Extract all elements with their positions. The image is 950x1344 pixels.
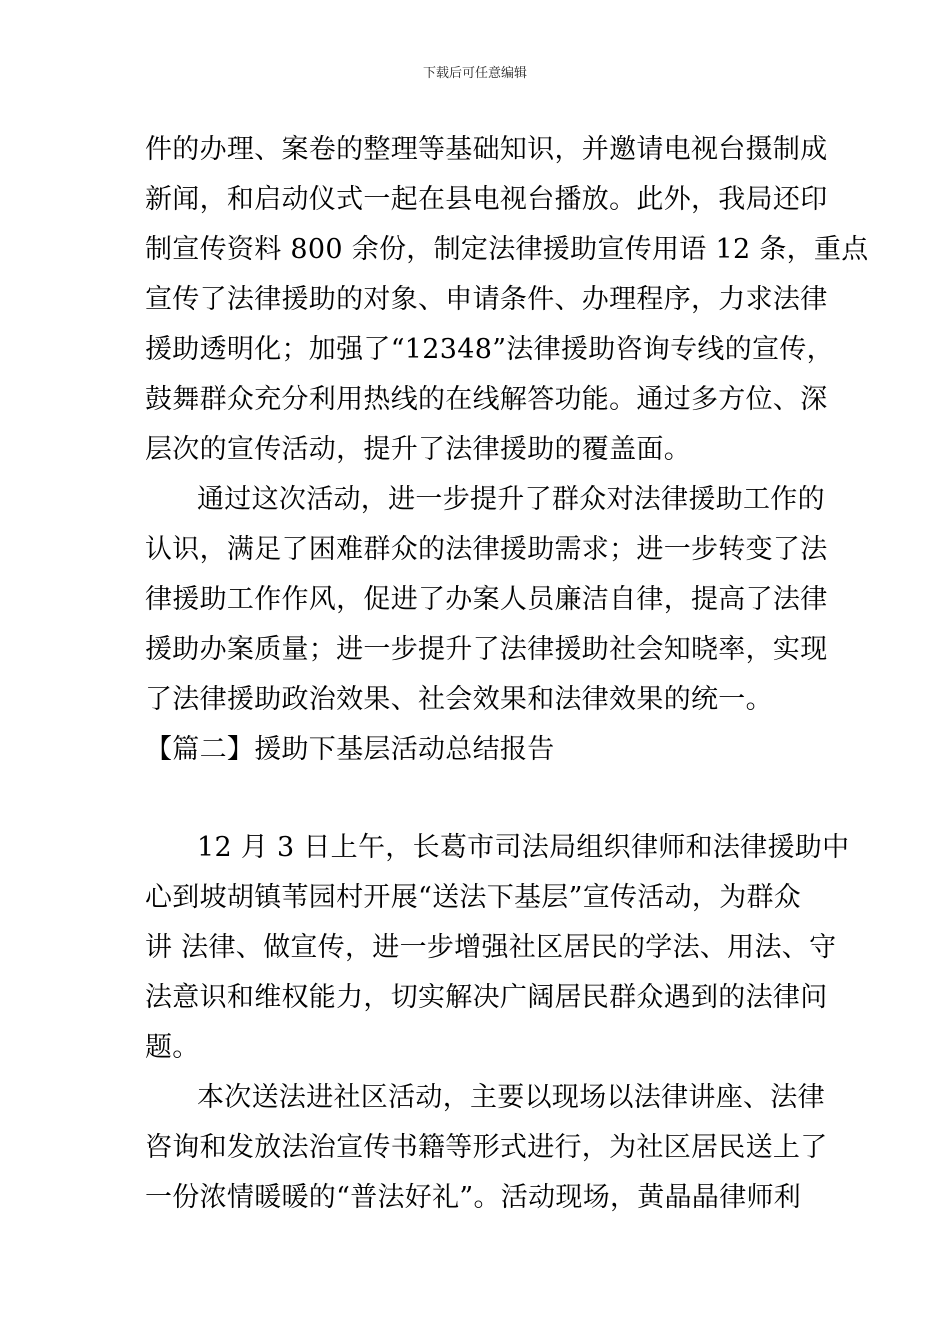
text-line: 咨询和发放法治宣传书籍等形式进行，为社区居民送上了 bbox=[145, 1132, 828, 1163]
text-line: 讲 法律、做宣传，进一步增强社区居民的学法、用法、守 bbox=[145, 932, 837, 963]
text-line: 援助透明化；加强了“12348”法律援助咨询专线的宣传， bbox=[145, 334, 834, 365]
text-line: 鼓舞群众充分利用热线的在线解答功能。通过多方位、深 bbox=[145, 384, 828, 415]
text-line: 律援助工作作风，促进了办案人员廉洁自律，提高了法律 bbox=[145, 584, 828, 615]
text-line: 新闻，和启动仪式一起在县电视台播放。此外，我局还印 bbox=[145, 184, 828, 215]
section-heading: 【篇二】援助下基层活动总结报告 bbox=[145, 734, 555, 765]
text-line: 心到坡胡镇苇园村开展“送法下基层”宣传活动，为群众 bbox=[145, 882, 802, 913]
text-line: 件的办理、案卷的整理等基础知识，并邀请电视台摄制成 bbox=[145, 134, 828, 165]
paragraph-first-line: 通过这次活动，进一步提升了群众对法律援助工作的 bbox=[197, 484, 825, 515]
text-line: 题。 bbox=[145, 1032, 200, 1063]
text-line: 援助办案质量；进一步提升了法律援助社会知晓率，实现 bbox=[145, 634, 828, 665]
page-header-note: 下载后可任意编辑 bbox=[422, 66, 527, 81]
text-line: 了法律援助政治效果、社会效果和法律效果的统一。 bbox=[145, 684, 773, 715]
text-line: 制宣传资料 800 余份，制定法律援助宣传用语 12 条，重点 bbox=[145, 234, 869, 265]
text-line: 法意识和维权能力，切实解决广阔居民群众遇到的法律问 bbox=[145, 982, 828, 1013]
text-line: 层次的宣传活动，提升了法律援助的覆盖面。 bbox=[145, 434, 691, 465]
text-line: 认识，满足了困难群众的法律援助需求；进一步转变了法 bbox=[145, 534, 828, 565]
text-line: 宣传了法律援助的对象、申请条件、办理程序，力求法律 bbox=[145, 284, 828, 315]
text-line: 一份浓情暖暖的“普法好礼”。活动现场，黄晶晶律师利 bbox=[145, 1182, 802, 1213]
paragraph-first-line: 12 月 3 日上午，长葛市司法局组织律师和法律援助中 bbox=[197, 832, 850, 863]
paragraph-first-line: 本次送法进社区活动，主要以现场以法律讲座、法律 bbox=[197, 1082, 825, 1113]
